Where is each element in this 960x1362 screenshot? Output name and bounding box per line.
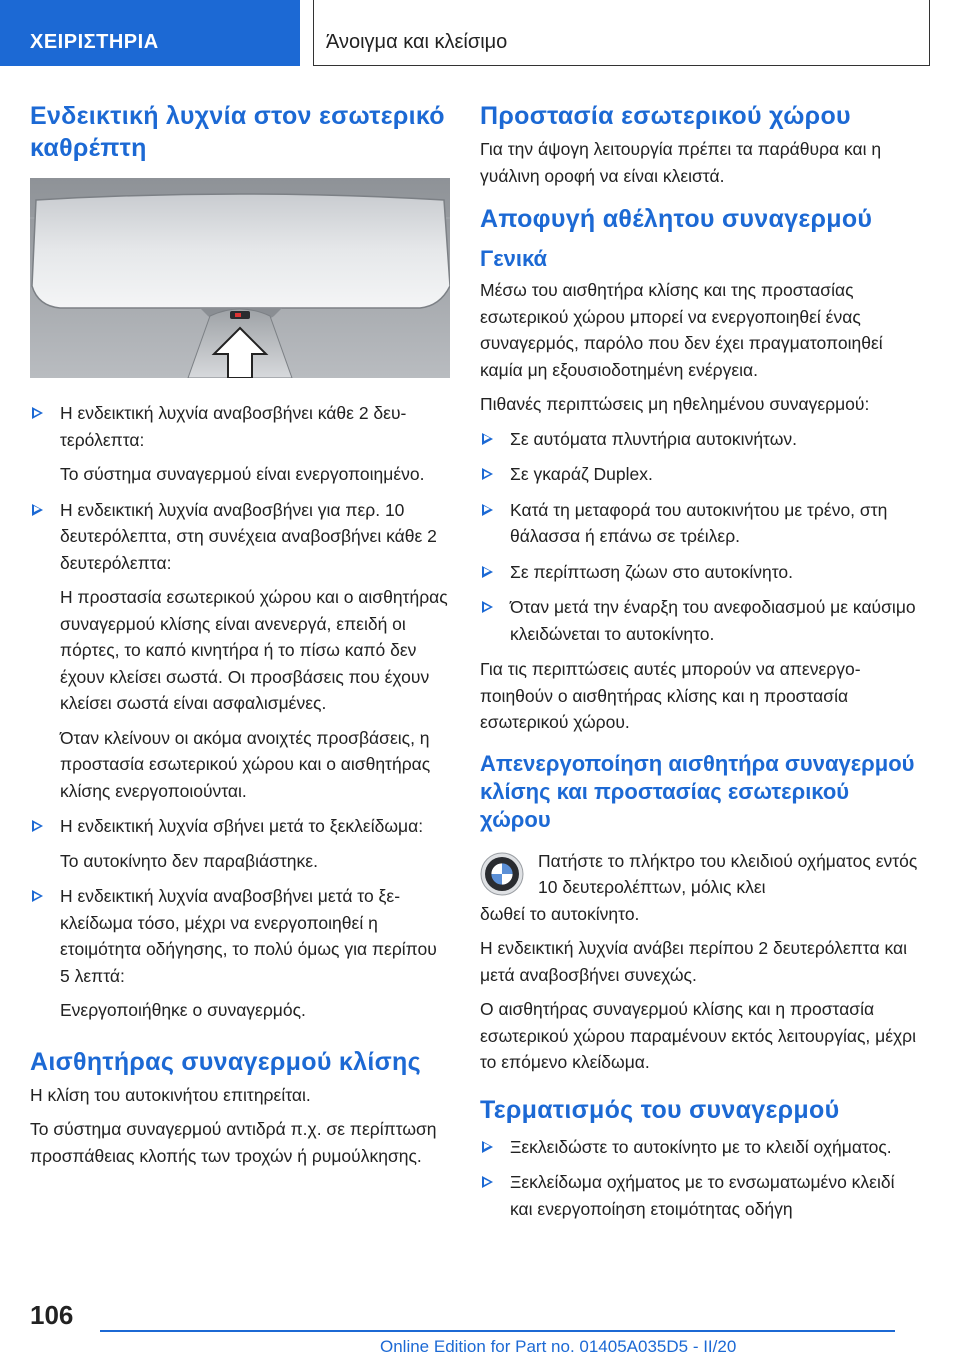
left-column xyxy=(30,100,450,1177)
indicator-heading: Ενδεικτική λυχνία στον εσωτερικό καθρέπτη xyxy=(30,102,445,162)
triangle-bullet-icon xyxy=(32,890,43,902)
page-number: 106 xyxy=(30,1300,74,1330)
footer-divider xyxy=(100,1330,895,1332)
triangle-bullet-icon xyxy=(482,468,493,480)
general-paragraph-3: Για τις περιπτώσεις αυτές μπορούν να απενεργοποιηθούν ο αισθητήρας κλίσης και η προστασία εσωτερικού χώρου. xyxy=(480,659,861,732)
bmw-key-button-icon xyxy=(480,852,524,904)
tilt-paragraph-1: Η κλίση του αυτοκινήτου επιτηρείται. xyxy=(30,1084,311,1105)
list-item: Σε γκαράζ Duplex. xyxy=(480,461,920,488)
triangle-bullet-icon xyxy=(482,566,493,578)
triangle-bullet-icon xyxy=(482,1176,493,1188)
list-item: Κατά τη μεταφορά του αυτοκινήτου με τρένο, στη θάλασσα ή επάνω σε τρέιλερ. xyxy=(480,497,920,550)
interior-paragraph: Για την άψογη λειτουργία πρέπει τα παράθυρα και η γυάλινη οροφή να είναι κλειστά. xyxy=(480,139,882,186)
general-heading: Γενικά xyxy=(480,246,548,271)
list-item: Η ενδεικτική λυχνία σβήνει μετά το ξεκλείδωμα: Το αυτοκίνητο δεν παραβιάστηκε. xyxy=(30,813,450,874)
page-header xyxy=(0,0,960,66)
list-item: Σε περίπτωση ζώων στο αυτοκίνητο. xyxy=(480,559,920,586)
triangle-bullet-icon xyxy=(482,504,493,516)
triangle-bullet-icon xyxy=(482,433,493,445)
indicator-list xyxy=(30,400,450,1024)
list-item: Η ενδεικτική λυχνία αναβοσβήνει μετά το ξεκλείδωμα τόσο, μέχρι να ενεργοποιηθεί η ετοιμότητα οδήγησης, το πολύ όμως για περίπου 5 λεπτά: Ενεργοποιήθηκε ο συναγερμός. xyxy=(30,883,450,1024)
right-column xyxy=(480,100,920,1231)
list-item: Όταν μετά την έναρξη του ανεφοδιασμού με καύσιμο κλειδώνεται το αυτοκίνητο. xyxy=(480,594,920,647)
list-item: Η ενδεικτική λυχνία αναβοσβήνει για περ. 10 δευτερόλεπτα, στη συνέχεια αναβοσβήνει κάθε 2 δευτερόλεπτα: Η προστασία εσωτερικού χώρου και ο αισθητήρας συναγερμού κλίσης είναι ανενεργά, επειδή οι πόρτες, το καπό κινητήρα ή το πίσω καπό δεν έχουν κλείσει σωστά. Οι προσβάσεις που έχουν κλείσει σωστά είναι ασφαλισμένες. Όταν κλείνουν οι ακόμα ανοιχτές προσβάσεις, η προστασία εσωτερικού χώρου και ο αισθητήρας κλίσης ενεργοποιούνται. xyxy=(30,497,450,805)
end-alarm-list xyxy=(480,1134,920,1223)
rearview-mirror-image xyxy=(30,178,450,378)
deactivate-paragraph-3: Ο αισθητήρας συναγερμού κλίσης και η προστασία εσωτερικού χώρου παραμένουν εκτός λειτουργίας, μέχρι το επόμενο κλείδωμα. xyxy=(480,999,917,1072)
list-item: Ξεκλειδώστε το αυτοκίνητο με το κλειδί οχήματος. xyxy=(480,1134,920,1161)
unwanted-alarm-cases-list xyxy=(480,426,920,648)
triangle-bullet-icon xyxy=(32,407,43,419)
triangle-bullet-icon xyxy=(32,504,43,516)
section-title: Άνοιγμα και κλείσιμο xyxy=(313,0,930,66)
triangle-bullet-icon xyxy=(482,1141,493,1153)
list-item: Σε αυτόματα πλυντήρια αυτοκινήτων. xyxy=(480,426,920,453)
general-paragraph-2: Πιθανές περιπτώσεις μη ηθελημένου συναγερμού: xyxy=(480,394,870,414)
key-button-instruction: Πατήστε το πλήκτρο του κλειδιού οχήματος εντός 10 δευτερολέπτων, μόλις κλει δωθεί το αυτοκίνητο. xyxy=(480,850,918,924)
deactivate-paragraph-2: Η ενδεικτική λυχνία ανάβει περίπου 2 δευτερόλεπτα και μετά αναβοσβήνει συνεχώς. xyxy=(480,938,907,985)
edition-link[interactable]: Online Edition for Part no. 01405A035D5 - II/20 xyxy=(380,1337,737,1356)
deactivate-heading: Απενεργοποίηση αισθητήρα συναγερμού κλίσης και προστασίας εσωτερικού χώρου xyxy=(480,750,915,832)
end-alarm-heading: Τερματισμός του συναγερμού xyxy=(480,1095,840,1124)
tilt-paragraph-2: Το σύστημα συναγερμού αντιδρά π.χ. σε περίπτωση προσπάθειας κλοπής των τροχών ή ρυμούλκησης. xyxy=(30,1119,437,1166)
list-item: Ξεκλείδωμα οχήματος με το ενσωματωμένο κλειδί και ενεργοποίηση ετοιμότητας οδήγη xyxy=(480,1169,920,1222)
avoid-alarm-heading: Αποφυγή αθέλητου συναγερμού xyxy=(480,205,873,233)
triangle-bullet-icon xyxy=(482,601,493,613)
tilt-sensor-heading: Αισθητήρας συναγερμού κλίσης xyxy=(30,1047,421,1076)
list-item: Η ενδεικτική λυχνία αναβοσβήνει κάθε 2 δευτερόλεπτα: Το σύστημα συναγερμού είναι ενεργοποιημένο. xyxy=(30,400,450,488)
mirror-illustration xyxy=(30,178,450,378)
interior-protection-heading: Προστασία εσωτερικού χώρου xyxy=(480,102,851,130)
chapter-tab[interactable]: ΧΕΙΡΙΣΤΗΡΙΑ xyxy=(0,0,300,66)
general-paragraph-1: Μέσω του αισθητήρα κλίσης και της προστασίας εσωτερικού χώρου μπορεί να ενεργοποιηθεί ένας συναγερμός, παρόλο που δεν έχει πραγματοποιηθεί καμία μη εξουσιοδοτημένη ενέργεια. xyxy=(480,280,883,380)
triangle-bullet-icon xyxy=(32,820,43,832)
page-footer xyxy=(0,1290,960,1362)
